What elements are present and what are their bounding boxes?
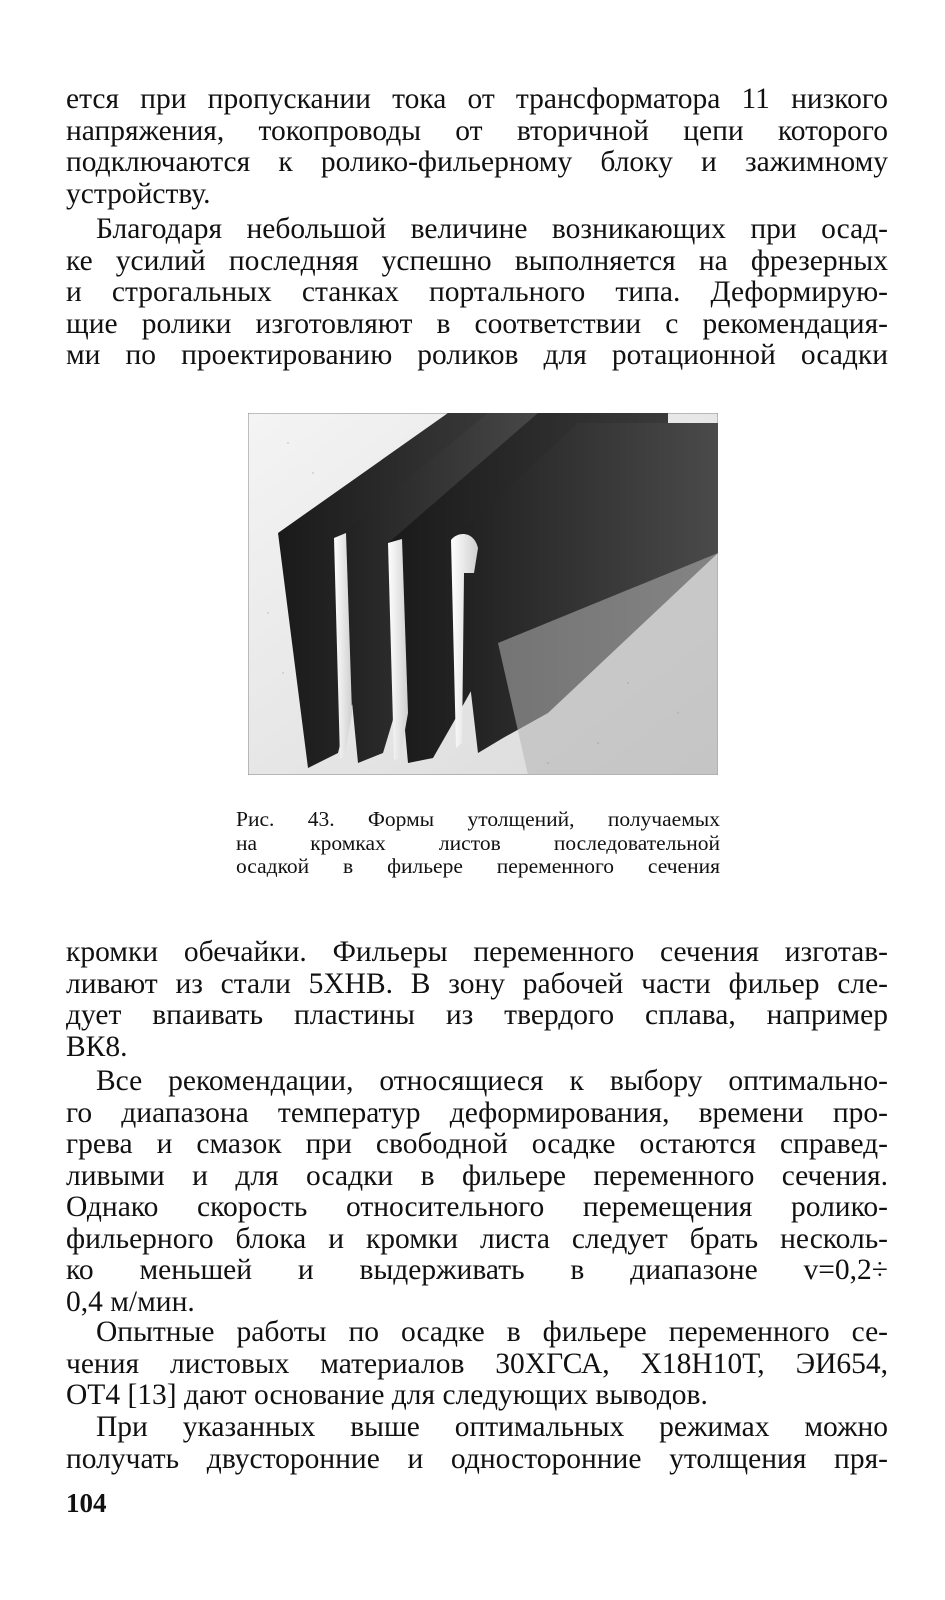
text-line: При указанных выше оптимальных режимах можно bbox=[96, 1412, 888, 1443]
text-line: ке усилий последняя успешно выполняется на фрезерных bbox=[66, 245, 888, 277]
text-line: Однако скорость относительного перемещения ролико- bbox=[66, 1192, 888, 1223]
text-line: го диапазона температур деформирования, времени про- bbox=[66, 1097, 888, 1129]
text-line: щие ролики изготовляют в соответствии с рекомендация- bbox=[66, 308, 888, 340]
text-line: ОТ4 [13] дают основание для следующих выводов. bbox=[66, 1380, 708, 1411]
text-line: ется при пропускании тока от трансформатора 11 низкого bbox=[66, 84, 888, 115]
paragraph-6 bbox=[66, 1412, 888, 1475]
text-line: ВК8. bbox=[66, 1031, 128, 1063]
text-line: и строгальных станках портального типа. Деформирую- bbox=[66, 277, 888, 308]
text-line: ми по проектированию роликов для ротационной осадки bbox=[66, 340, 888, 371]
text-line: чения листовых материалов 30ХГСА, Х18Н10Т, ЭИ654, bbox=[66, 1348, 888, 1380]
paragraph-4 bbox=[66, 1066, 888, 1318]
caption-line: Рис. 43. Формы утолщений, получаемых bbox=[236, 807, 720, 831]
paragraph-1 bbox=[66, 84, 888, 210]
text-line: 0,4 м/мин. bbox=[66, 1286, 195, 1318]
text-line: устройству. bbox=[66, 178, 211, 210]
text-line: Опытные работы по осадке в фильере переменного се- bbox=[96, 1317, 888, 1348]
paragraph-2 bbox=[66, 214, 888, 372]
text-line: получать двусторонние и односторонние утолщения пря- bbox=[66, 1443, 888, 1475]
text-line: фильерного блока и кромки листа следует брать несколь- bbox=[66, 1223, 888, 1255]
text-line: кромки обечайки. Фильеры переменного сечения изготав- bbox=[66, 937, 888, 968]
text-line: ко меньшей и выдерживать в диапазоне v=0,2÷ bbox=[66, 1255, 888, 1286]
text-line: дует впаивать пластины из твердого сплава, например bbox=[66, 1000, 888, 1031]
paragraph-3 bbox=[66, 937, 888, 1063]
text-line: грева и смазок при свободной осадке остаются справед- bbox=[66, 1129, 888, 1160]
text-line: Благодаря небольшой величине возникающих при осад- bbox=[96, 214, 888, 245]
text-line: ливают из стали 5ХНВ. В зону рабочей части фильер сле- bbox=[66, 968, 888, 1000]
figure-43-photo bbox=[248, 413, 718, 775]
text-line: напряжения, токопроводы от вторичной цепи которого bbox=[66, 115, 888, 147]
text-line: ливыми и для осадки в фильере переменного сечения. bbox=[66, 1160, 888, 1192]
text-line: подключаются к ролико-фильерному блоку и зажимному bbox=[66, 147, 888, 178]
caption-line: на кромках листов последовательной bbox=[236, 830, 720, 855]
figure-caption bbox=[236, 808, 720, 879]
paragraph-5 bbox=[66, 1317, 888, 1412]
page-number: 104 bbox=[66, 1488, 107, 1518]
caption-line: осадкой в фильере переменного сечения bbox=[236, 854, 720, 878]
text-line: Все рекомендации, относящиеся к выбору оптимально- bbox=[96, 1066, 888, 1097]
